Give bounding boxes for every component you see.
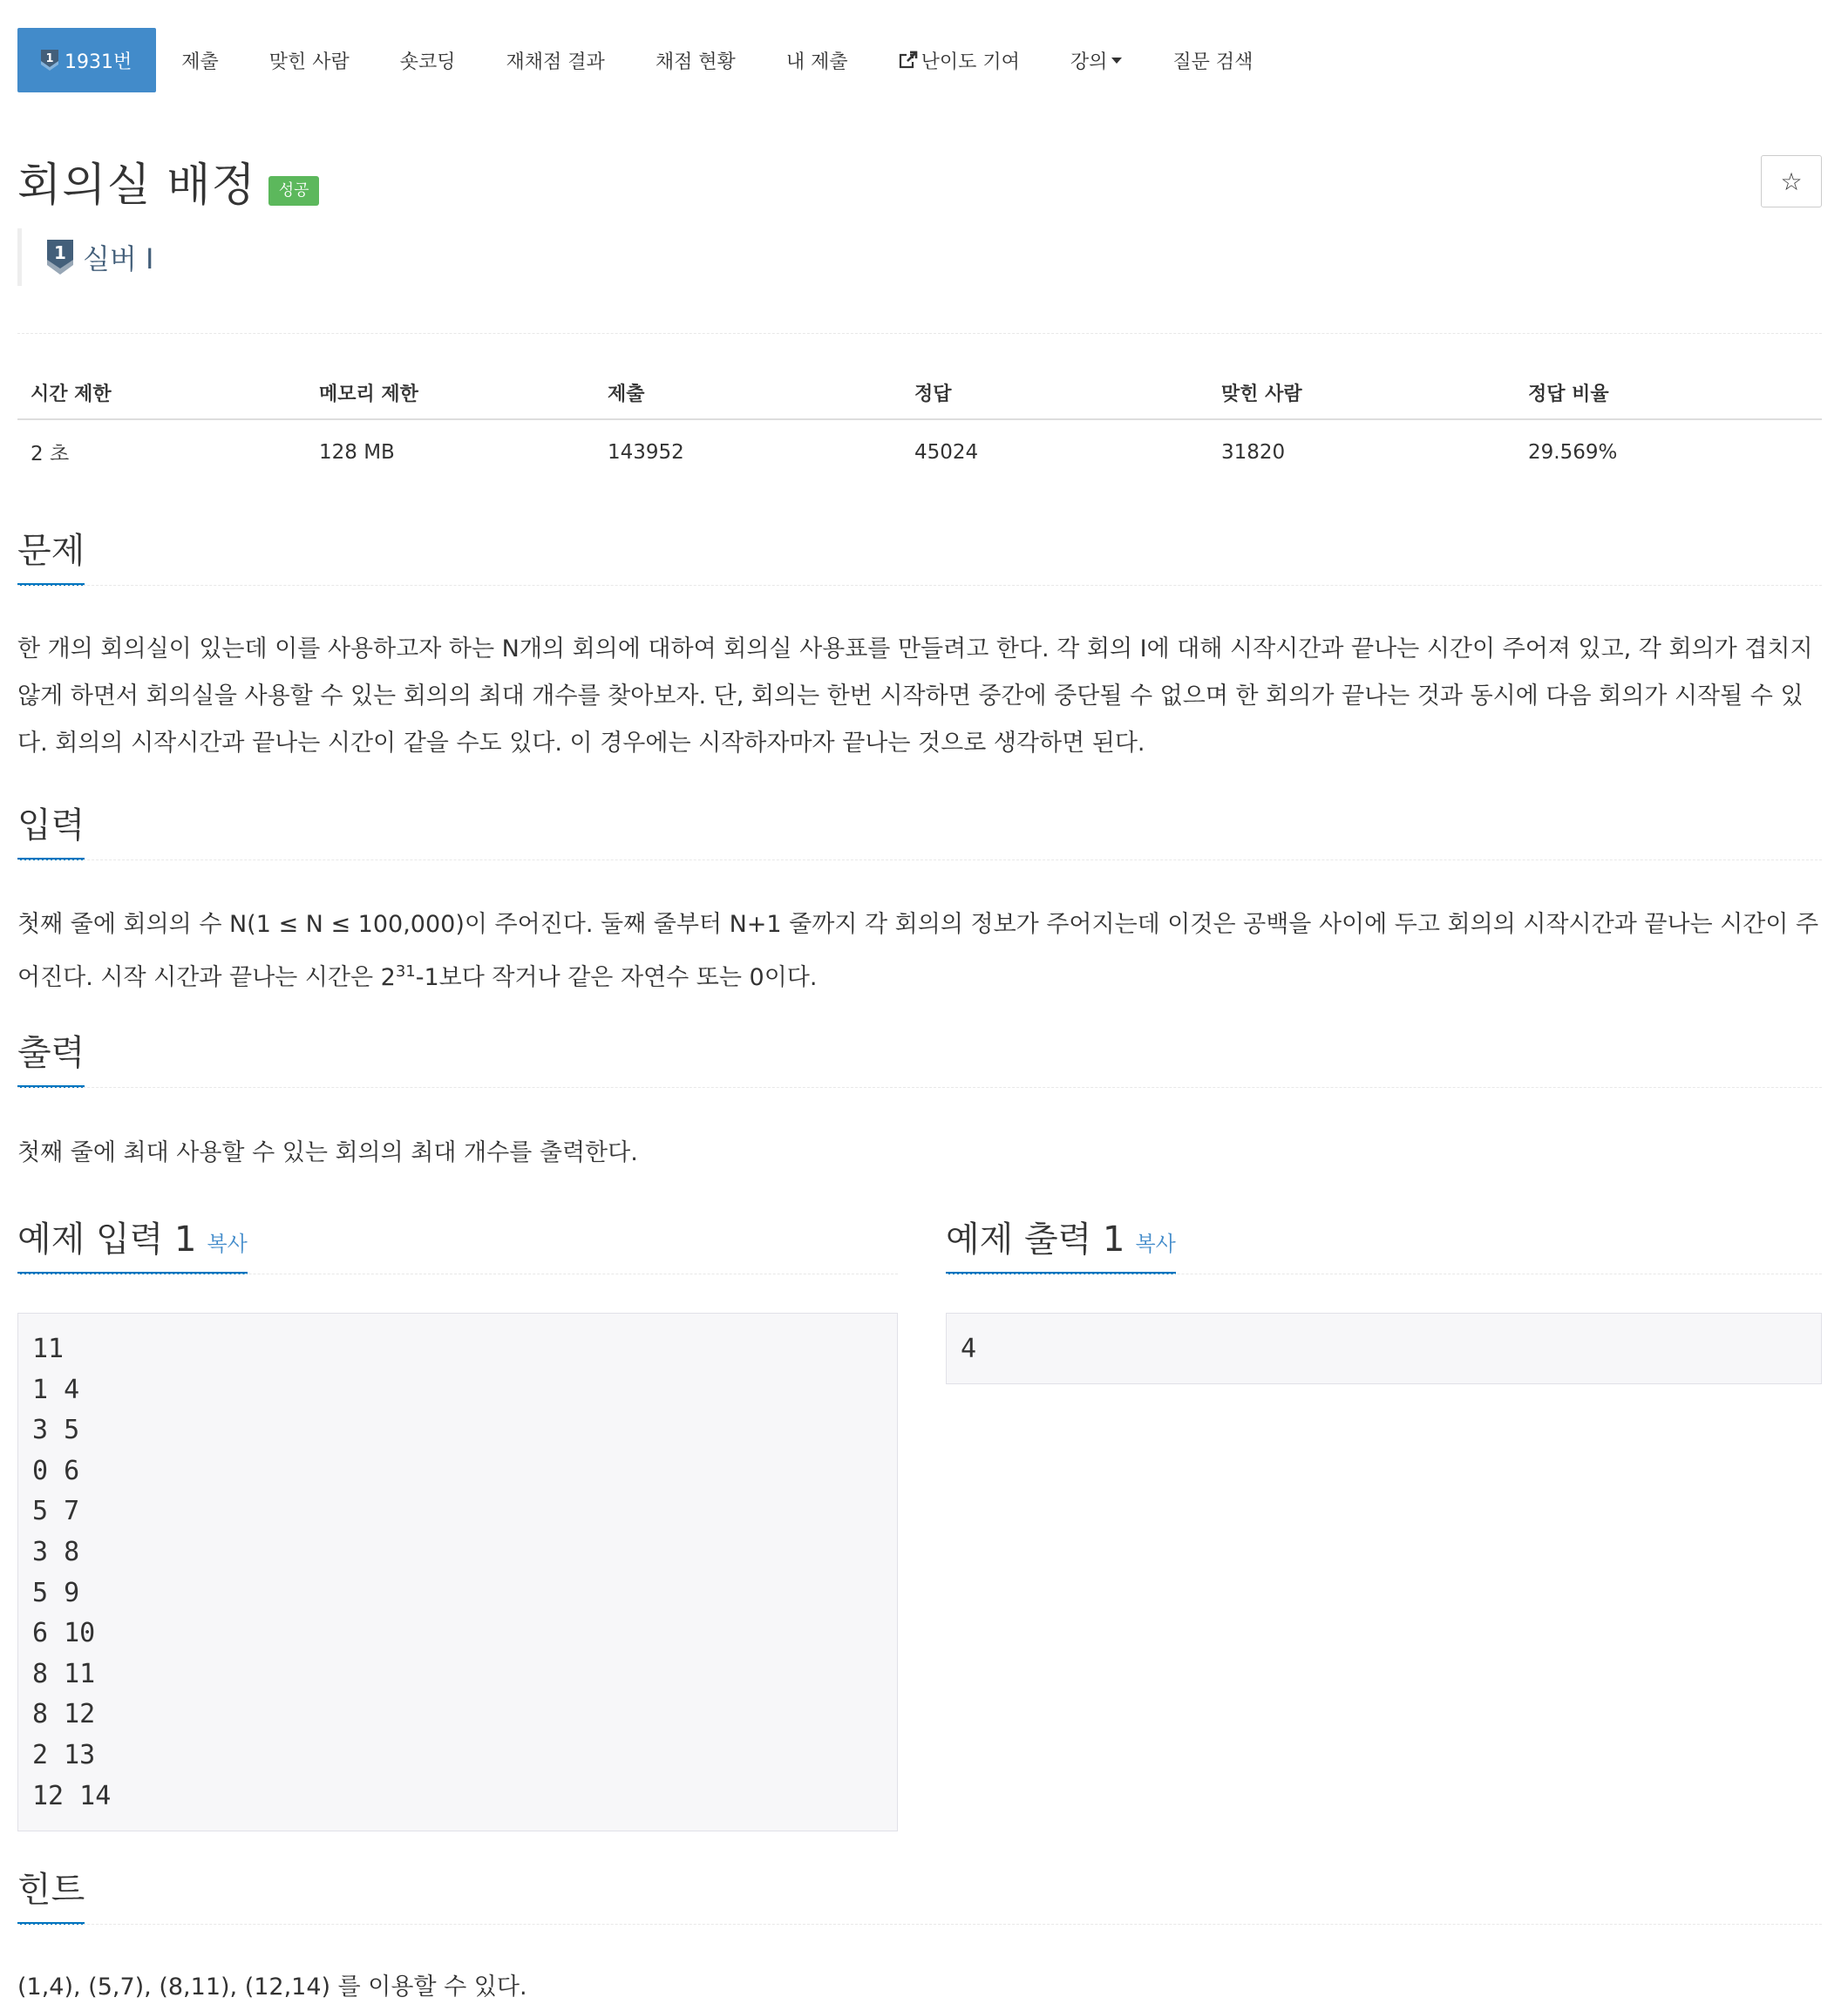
silver-tier-icon bbox=[40, 49, 59, 71]
tab-difficulty-contrib-label: 난이도 기여 bbox=[921, 51, 1020, 73]
tab-lectures-dropdown[interactable] bbox=[1045, 28, 1148, 92]
problem-tier bbox=[17, 228, 153, 286]
accept-ratio-value: 29.569% bbox=[1528, 440, 1618, 464]
tab-problem[interactable] bbox=[17, 28, 156, 92]
accepted-value: 45024 bbox=[914, 440, 979, 464]
tab-my-submissions-label: 내 제출 bbox=[785, 51, 848, 73]
hint-section-header bbox=[17, 1862, 1822, 1925]
tier-number: 1 bbox=[54, 242, 66, 263]
header-time-limit: 시간 제한 bbox=[17, 366, 306, 419]
tab-status-label: 채점 현황 bbox=[655, 51, 736, 73]
memory-limit-value: 128 MB bbox=[319, 440, 395, 464]
copy-sample-input-button[interactable]: 복사 bbox=[207, 1232, 248, 1256]
tab-submit-label: 제출 bbox=[181, 51, 219, 73]
description-text: 한 개의 회의실이 있는데 이를 사용하고자 하는 N개의 회의에 대하여 회의실 사용표를 만들려고 한다. 각 회의 I에 대해 시작시간과 끝나는 시간이 주어져 있고, 각 회의가 겹치지 않게 하면서 회의실을 사용할 수 있는 회의의 최대 개수를 찾아보자. 단, 회의는 한번 시작하면 중간에 중단될 수 없으며 한 회의가 끝나는 것과 동시에 다음 회의가 시작될 수 있다. 회의의 시작시간과 끝나는 시간이 같을 수도 있다. 이 경우에는 시작하자마자 끝나는 것으로 생각하면 된다. bbox=[17, 635, 1813, 757]
status-badge: 성공 bbox=[268, 176, 320, 206]
header-memory-limit: 메모리 제한 bbox=[306, 366, 594, 419]
tab-problem-label: 1931번 bbox=[65, 51, 132, 73]
sample-input-title: 예제 입력 1 bbox=[17, 1220, 197, 1260]
tab-lectures-label: 강의 bbox=[1070, 51, 1108, 73]
table-row bbox=[17, 419, 1822, 482]
divider bbox=[17, 333, 1822, 334]
tier-label: 실버 I bbox=[83, 242, 154, 275]
favorite-star-button[interactable] bbox=[1761, 155, 1822, 207]
sample-output-box[interactable]: 4 bbox=[946, 1313, 1822, 1384]
input-section-header bbox=[17, 798, 1822, 860]
input-text-superscript: 31 bbox=[395, 962, 416, 981]
input-text-part2: -1보다 작거나 같은 자연수 또는 0이다. bbox=[415, 964, 818, 991]
divider bbox=[17, 859, 1822, 860]
solvers-value: 31820 bbox=[1221, 440, 1286, 464]
tab-question-search[interactable] bbox=[1147, 28, 1278, 92]
sample-output-title-wrap bbox=[946, 1212, 1176, 1274]
input-text bbox=[17, 901, 1826, 1002]
description-title: 문제 bbox=[17, 523, 85, 586]
tab-question-search-label: 질문 검색 bbox=[1172, 51, 1254, 73]
svg-text:1: 1 bbox=[45, 52, 54, 65]
divider bbox=[17, 585, 1822, 586]
silver-tier-icon bbox=[46, 239, 74, 275]
tab-solvers[interactable] bbox=[244, 28, 375, 92]
header-accept-ratio: 정답 비율 bbox=[1515, 366, 1822, 419]
problem-title: 회의실 배정 bbox=[17, 160, 256, 212]
sample-output-title: 예제 출력 1 bbox=[946, 1220, 1125, 1260]
divider bbox=[17, 1924, 1822, 1925]
tab-short-coding[interactable] bbox=[375, 28, 481, 92]
time-limit-value: 2 초 bbox=[31, 443, 70, 465]
tab-status[interactable] bbox=[630, 28, 761, 92]
description-section-header bbox=[17, 523, 1822, 586]
input-text-part1: 첫째 줄에 회의의 수 N(1 ≤ N ≤ 100,000)이 주어진다. 둘째 줄부터 N+1 줄까지 각 회의의 정보가 주어지는데 이것은 공백을 사이에 두고 회의의 시작시간과 끝나는 시간이 주어진다. 시작 시간과 끝나는 시간은 2 bbox=[17, 911, 1819, 991]
problem-nav bbox=[17, 28, 1278, 92]
output-section-header bbox=[17, 1025, 1822, 1088]
output-title: 출력 bbox=[17, 1025, 85, 1088]
tab-rejudge[interactable] bbox=[481, 28, 630, 92]
problem-title-row bbox=[17, 148, 319, 214]
header-accepted: 정답 bbox=[901, 366, 1208, 419]
star-icon: ☆ bbox=[1780, 166, 1803, 196]
tab-rejudge-label: 재채점 결과 bbox=[506, 51, 605, 73]
tab-submit[interactable] bbox=[156, 28, 244, 92]
hint-text: (1,4), (5,7), (8,11), (12,14) 를 이용할 수 있다. bbox=[17, 1974, 527, 2001]
caret-down-icon bbox=[1111, 58, 1122, 64]
table-header-row bbox=[17, 366, 1822, 419]
output-text: 첫째 줄에 최대 사용할 수 있는 회의의 최대 개수를 출력한다. bbox=[17, 1139, 638, 1166]
tab-my-submissions[interactable] bbox=[761, 28, 873, 92]
sample-input-title-wrap bbox=[17, 1212, 248, 1274]
problem-info-table bbox=[17, 366, 1822, 482]
tab-solvers-label: 맞힌 사람 bbox=[268, 51, 350, 73]
tab-difficulty-contrib[interactable] bbox=[873, 28, 1045, 92]
sample-input-header bbox=[17, 1212, 898, 1274]
hint-title: 힌트 bbox=[17, 1862, 85, 1925]
submissions-value: 143952 bbox=[608, 440, 684, 464]
divider bbox=[17, 1087, 1822, 1088]
header-solvers: 맞힌 사람 bbox=[1208, 366, 1515, 419]
tab-short-coding-label: 숏코딩 bbox=[399, 51, 456, 73]
sample-input-box[interactable]: 11 1 4 3 5 0 6 5 7 3 8 5 9 6 10 8 11 8 12 2 13 12 14 bbox=[17, 1313, 898, 1831]
sample-output-header bbox=[946, 1212, 1822, 1274]
input-title: 입력 bbox=[17, 798, 85, 860]
external-link-icon bbox=[899, 51, 918, 70]
copy-sample-output-button[interactable]: 복사 bbox=[1135, 1232, 1176, 1256]
header-submissions: 제출 bbox=[594, 366, 901, 419]
